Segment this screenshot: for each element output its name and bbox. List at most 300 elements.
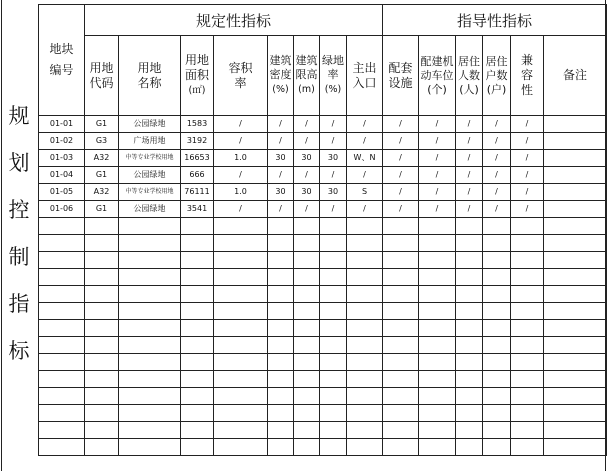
empty-cell <box>483 269 511 286</box>
empty-cell <box>544 405 607 422</box>
cell-id: 01-04 <box>39 167 85 184</box>
land-code-header: 用地 代码 <box>85 36 119 116</box>
empty-row <box>39 235 607 252</box>
table-row <box>39 133 607 150</box>
cell-remark <box>544 116 607 133</box>
empty-cell <box>119 405 181 422</box>
empty-cell <box>419 422 456 439</box>
cell-height: 30 <box>294 184 320 201</box>
building-density-header: 建筑 密度 (%) <box>268 36 294 116</box>
cell-far: 1.0 <box>214 150 268 167</box>
empty-row <box>39 337 607 354</box>
empty-cell <box>483 235 511 252</box>
cell-name: 广场用地 <box>119 133 181 150</box>
cell-green: / <box>320 133 347 150</box>
empty-cell <box>85 269 119 286</box>
empty-cell <box>320 320 347 337</box>
empty-cell <box>419 218 456 235</box>
empty-cell <box>456 354 483 371</box>
empty-cell <box>347 286 383 303</box>
empty-cell <box>85 303 119 320</box>
empty-cell <box>268 303 294 320</box>
empty-cell <box>181 303 214 320</box>
empty-cell <box>181 371 214 388</box>
cell-parking: / <box>419 116 456 133</box>
cell-parking: / <box>419 167 456 184</box>
land-name-header: 用地 名称 <box>119 36 181 116</box>
empty-cell <box>511 286 544 303</box>
empty-cell <box>39 388 85 405</box>
cell-entrance: W、N <box>347 150 383 167</box>
cell-density: / <box>268 133 294 150</box>
empty-cell <box>214 303 268 320</box>
empty-cell <box>39 303 85 320</box>
empty-cell <box>294 320 320 337</box>
empty-cell <box>294 269 320 286</box>
empty-cell <box>544 422 607 439</box>
empty-cell <box>39 371 85 388</box>
empty-cell <box>294 422 320 439</box>
empty-cell <box>456 320 483 337</box>
empty-cell <box>268 218 294 235</box>
cell-facilities: / <box>383 150 419 167</box>
empty-cell <box>511 354 544 371</box>
empty-cell <box>383 439 419 456</box>
empty-cell <box>85 439 119 456</box>
empty-cell <box>347 269 383 286</box>
cell-far: / <box>214 201 268 218</box>
side-title-char: 指 <box>8 292 30 316</box>
cell-population: / <box>456 201 483 218</box>
empty-cell <box>419 388 456 405</box>
empty-cell <box>544 371 607 388</box>
cell-height: / <box>294 116 320 133</box>
cell-green: 30 <box>320 150 347 167</box>
empty-cell <box>181 269 214 286</box>
cell-far: / <box>214 133 268 150</box>
empty-cell <box>181 252 214 269</box>
cell-id: 01-01 <box>39 116 85 133</box>
empty-cell <box>383 303 419 320</box>
cell-area: 666 <box>181 167 214 184</box>
empty-cell <box>347 371 383 388</box>
empty-cell <box>320 286 347 303</box>
empty-cell <box>511 405 544 422</box>
empty-cell <box>483 422 511 439</box>
empty-cell <box>456 439 483 456</box>
empty-row <box>39 320 607 337</box>
cell-name: 公园绿地 <box>119 116 181 133</box>
height-limit-header: 建筑 限高 (m) <box>294 36 320 116</box>
population-header: 居住 人数 (人) <box>456 36 483 116</box>
empty-cell <box>119 422 181 439</box>
empty-cell <box>39 286 85 303</box>
empty-cell <box>419 354 456 371</box>
cell-compat: / <box>511 150 544 167</box>
cell-entrance: / <box>347 201 383 218</box>
cell-far: / <box>214 167 268 184</box>
empty-cell <box>544 439 607 456</box>
empty-cell <box>294 218 320 235</box>
empty-cell <box>544 235 607 252</box>
empty-cell <box>39 439 85 456</box>
cell-remark <box>544 133 607 150</box>
empty-cell <box>456 405 483 422</box>
empty-cell <box>320 269 347 286</box>
empty-cell <box>214 286 268 303</box>
empty-cell <box>383 354 419 371</box>
empty-cell <box>419 371 456 388</box>
empty-cell <box>214 354 268 371</box>
cell-far: / <box>214 116 268 133</box>
empty-cell <box>456 286 483 303</box>
cell-green: 30 <box>320 184 347 201</box>
empty-cell <box>320 354 347 371</box>
cell-households: / <box>483 167 511 184</box>
cell-compat: / <box>511 184 544 201</box>
empty-cell <box>85 218 119 235</box>
regulatory-indicators-header: 规定性指标 <box>85 5 383 36</box>
empty-cell <box>294 388 320 405</box>
empty-cell <box>511 235 544 252</box>
cell-households: / <box>483 201 511 218</box>
cell-parking: / <box>419 133 456 150</box>
cell-green: / <box>320 167 347 184</box>
cell-population: / <box>456 133 483 150</box>
remarks-header: 备注 <box>544 36 607 116</box>
empty-cell <box>419 439 456 456</box>
empty-cell <box>383 371 419 388</box>
cell-remark <box>544 167 607 184</box>
table-row <box>39 167 607 184</box>
empty-cell <box>39 337 85 354</box>
side-title-char: 规 <box>8 104 30 128</box>
empty-cell <box>294 252 320 269</box>
cell-code: G3 <box>85 133 119 150</box>
cell-area: 76111 <box>181 184 214 201</box>
cell-facilities: / <box>383 133 419 150</box>
empty-cell <box>483 320 511 337</box>
empty-cell <box>268 422 294 439</box>
empty-cell <box>347 388 383 405</box>
empty-cell <box>214 337 268 354</box>
empty-cell <box>85 337 119 354</box>
cell-density: / <box>268 167 294 184</box>
compatibility-header: 兼 容 性 <box>511 36 544 116</box>
empty-cell <box>419 286 456 303</box>
empty-cell <box>181 388 214 405</box>
cell-area: 16653 <box>181 150 214 167</box>
empty-cell <box>85 320 119 337</box>
cell-height: / <box>294 201 320 218</box>
empty-cell <box>456 371 483 388</box>
empty-cell <box>214 371 268 388</box>
empty-cell <box>383 337 419 354</box>
empty-cell <box>39 218 85 235</box>
empty-cell <box>119 269 181 286</box>
empty-cell <box>268 286 294 303</box>
empty-cell <box>119 235 181 252</box>
empty-cell <box>119 439 181 456</box>
empty-cell <box>456 269 483 286</box>
cell-id: 01-02 <box>39 133 85 150</box>
cell-code: G1 <box>85 201 119 218</box>
cell-remark <box>544 150 607 167</box>
cell-parking: / <box>419 184 456 201</box>
table-row <box>39 184 607 201</box>
empty-cell <box>419 252 456 269</box>
empty-cell <box>85 422 119 439</box>
cell-far: 1.0 <box>214 184 268 201</box>
empty-cell <box>383 405 419 422</box>
empty-cell <box>214 405 268 422</box>
empty-cell <box>320 371 347 388</box>
empty-cell <box>320 422 347 439</box>
cell-remark <box>544 184 607 201</box>
empty-row <box>39 286 607 303</box>
empty-cell <box>181 405 214 422</box>
empty-cell <box>383 320 419 337</box>
empty-cell <box>483 371 511 388</box>
cell-households: / <box>483 133 511 150</box>
empty-cell <box>419 269 456 286</box>
cell-density: 30 <box>268 150 294 167</box>
empty-row <box>39 388 607 405</box>
guiding-indicators-header: 指导性指标 <box>383 5 607 36</box>
empty-cell <box>511 303 544 320</box>
empty-cell <box>320 303 347 320</box>
empty-cell <box>85 405 119 422</box>
cell-entrance: / <box>347 116 383 133</box>
empty-row <box>39 371 607 388</box>
empty-cell <box>320 252 347 269</box>
empty-cell <box>119 303 181 320</box>
empty-cell <box>347 337 383 354</box>
empty-cell <box>268 337 294 354</box>
cell-id: 01-05 <box>39 184 85 201</box>
empty-cell <box>85 388 119 405</box>
empty-cell <box>268 388 294 405</box>
cell-households: / <box>483 184 511 201</box>
empty-cell <box>483 354 511 371</box>
empty-cell <box>456 252 483 269</box>
empty-cell <box>347 405 383 422</box>
cell-green: / <box>320 201 347 218</box>
empty-cell <box>320 405 347 422</box>
empty-cell <box>347 439 383 456</box>
block-id-header: 地块 编号 <box>39 5 85 116</box>
empty-cell <box>383 218 419 235</box>
empty-cell <box>511 422 544 439</box>
empty-cell <box>181 439 214 456</box>
empty-cell <box>268 320 294 337</box>
empty-cell <box>294 371 320 388</box>
empty-cell <box>214 320 268 337</box>
empty-row <box>39 303 607 320</box>
empty-cell <box>456 388 483 405</box>
empty-cell <box>181 218 214 235</box>
cell-compat: / <box>511 133 544 150</box>
cell-facilities: / <box>383 116 419 133</box>
cell-entrance: / <box>347 133 383 150</box>
cell-compat: / <box>511 167 544 184</box>
empty-cell <box>294 439 320 456</box>
empty-cell <box>320 337 347 354</box>
empty-cell <box>294 286 320 303</box>
cell-area: 3541 <box>181 201 214 218</box>
empty-cell <box>347 218 383 235</box>
empty-cell <box>511 269 544 286</box>
empty-cell <box>419 235 456 252</box>
cell-name: 公园绿地 <box>119 201 181 218</box>
empty-row <box>39 252 607 269</box>
cell-parking: / <box>419 201 456 218</box>
empty-cell <box>544 320 607 337</box>
cell-population: / <box>456 167 483 184</box>
empty-cell <box>268 439 294 456</box>
empty-cell <box>419 320 456 337</box>
empty-cell <box>294 303 320 320</box>
empty-cell <box>119 320 181 337</box>
empty-cell <box>85 354 119 371</box>
empty-cell <box>214 388 268 405</box>
cell-height: 30 <box>294 150 320 167</box>
empty-cell <box>39 252 85 269</box>
cell-code: G1 <box>85 167 119 184</box>
empty-cell <box>347 354 383 371</box>
table-row <box>39 201 607 218</box>
empty-cell <box>483 388 511 405</box>
empty-cell <box>383 388 419 405</box>
empty-cell <box>419 337 456 354</box>
side-title-char: 制 <box>8 245 30 269</box>
empty-cell <box>511 320 544 337</box>
empty-row <box>39 218 607 235</box>
cell-density: / <box>268 116 294 133</box>
empty-row <box>39 354 607 371</box>
cell-remark <box>544 201 607 218</box>
empty-cell <box>456 303 483 320</box>
cell-code: A32 <box>85 184 119 201</box>
facilities-header: 配套 设施 <box>383 36 419 116</box>
empty-cell <box>347 252 383 269</box>
cell-population: / <box>456 150 483 167</box>
cell-density: 30 <box>268 184 294 201</box>
empty-cell <box>39 422 85 439</box>
households-header: 居住 户数 (户) <box>483 36 511 116</box>
empty-cell <box>268 252 294 269</box>
empty-cell <box>85 286 119 303</box>
empty-cell <box>383 235 419 252</box>
empty-cell <box>268 354 294 371</box>
empty-cell <box>483 252 511 269</box>
cell-households: / <box>483 116 511 133</box>
land-area-header: 用地 面积 (㎡) <box>181 36 214 116</box>
cell-population: / <box>456 184 483 201</box>
empty-cell <box>119 388 181 405</box>
empty-cell <box>268 405 294 422</box>
empty-cell <box>544 303 607 320</box>
empty-cell <box>511 337 544 354</box>
empty-cell <box>511 388 544 405</box>
empty-cell <box>483 218 511 235</box>
cell-id: 01-06 <box>39 201 85 218</box>
cell-density: / <box>268 201 294 218</box>
control-index-table <box>38 4 607 456</box>
empty-cell <box>268 269 294 286</box>
empty-cell <box>119 252 181 269</box>
empty-cell <box>456 235 483 252</box>
cell-facilities: / <box>383 184 419 201</box>
empty-cell <box>347 422 383 439</box>
empty-cell <box>320 218 347 235</box>
empty-cell <box>85 371 119 388</box>
empty-cell <box>181 235 214 252</box>
empty-cell <box>383 286 419 303</box>
empty-cell <box>214 269 268 286</box>
empty-cell <box>320 388 347 405</box>
cell-compat: / <box>511 116 544 133</box>
empty-cell <box>294 235 320 252</box>
cell-name: 中等专业学校用地 <box>119 184 181 201</box>
cell-height: / <box>294 133 320 150</box>
empty-cell <box>119 286 181 303</box>
empty-cell <box>181 286 214 303</box>
green-rate-header: 绿地 率 (%) <box>320 36 347 116</box>
cell-code: A32 <box>85 150 119 167</box>
table-row <box>39 116 607 133</box>
side-title-char: 划 <box>8 151 30 175</box>
empty-row <box>39 269 607 286</box>
empty-cell <box>214 439 268 456</box>
empty-cell <box>483 337 511 354</box>
empty-cell <box>483 303 511 320</box>
cell-entrance: / <box>347 167 383 184</box>
parking-header: 配建机 动车位 (个) <box>419 36 456 116</box>
cell-name: 公园绿地 <box>119 167 181 184</box>
empty-cell <box>181 354 214 371</box>
empty-cell <box>39 269 85 286</box>
empty-cell <box>119 337 181 354</box>
empty-cell <box>544 337 607 354</box>
empty-cell <box>544 354 607 371</box>
cell-population: / <box>456 116 483 133</box>
empty-cell <box>383 422 419 439</box>
empty-cell <box>511 252 544 269</box>
empty-cell <box>268 371 294 388</box>
empty-row <box>39 439 607 456</box>
empty-cell <box>419 303 456 320</box>
table-row <box>39 150 607 167</box>
empty-cell <box>320 439 347 456</box>
cell-area: 3192 <box>181 133 214 150</box>
empty-row <box>39 422 607 439</box>
main-entrance-header: 主出 入口 <box>347 36 383 116</box>
empty-cell <box>544 269 607 286</box>
empty-cell <box>214 235 268 252</box>
empty-cell <box>511 218 544 235</box>
empty-cell <box>85 252 119 269</box>
empty-cell <box>483 286 511 303</box>
empty-cell <box>39 354 85 371</box>
empty-cell <box>419 405 456 422</box>
empty-cell <box>85 235 119 252</box>
empty-cell <box>39 405 85 422</box>
cell-households: / <box>483 150 511 167</box>
empty-cell <box>544 286 607 303</box>
empty-cell <box>544 388 607 405</box>
cell-compat: / <box>511 201 544 218</box>
